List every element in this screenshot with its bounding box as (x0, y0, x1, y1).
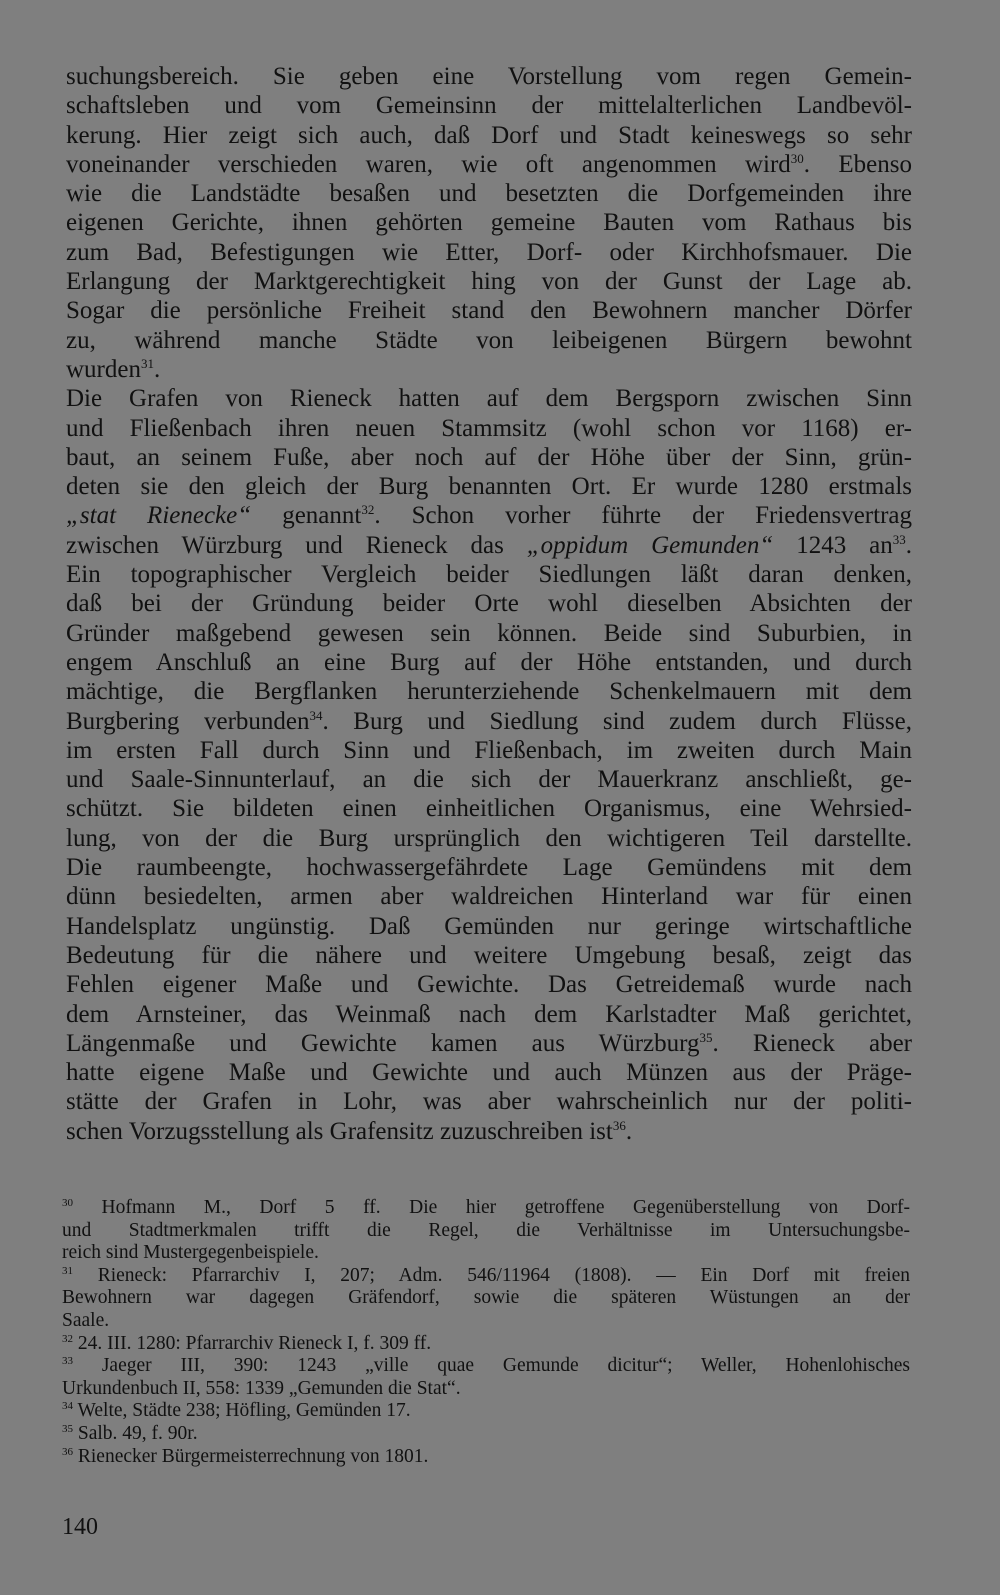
italic-text: „oppidum Gemunden“ (526, 531, 774, 559)
body-line (66, 707, 912, 736)
italic-text: „stat Rienecke“ (66, 502, 252, 530)
text-run: dünn besiedelten, armen aber waldreichen Hinterland war für einen (66, 883, 912, 911)
body-line (66, 648, 912, 677)
text-run: hatte eigene Maße und Gewichte und auch Münzen aus der Präge- (66, 1059, 912, 1087)
text-run: genannt (251, 502, 362, 530)
body-line (66, 296, 912, 325)
footnote-ref: 35 (62, 1422, 73, 1435)
text-run: wurden (66, 355, 141, 383)
text-run: Hofmann M., Dorf 5 ff. Die hier getroffene Gegenüberstellung von Dorf- (73, 1197, 910, 1218)
body-line (66, 238, 912, 267)
text-run: Fehlen eigener Maße und Gewichte. Das Getreidemaß wurde nach (66, 971, 912, 999)
footnote-line (62, 1197, 910, 1220)
footnote-ref: 34 (62, 1400, 73, 1413)
text-run: Burgbering verbunden (66, 707, 310, 735)
body-line (66, 941, 912, 970)
text-run: Urkundenbuch II, 558: 1339 „Gemunden die Stat“. (62, 1377, 461, 1399)
body-line (66, 970, 912, 999)
body-line (66, 121, 912, 150)
text-run: mächtige, die Bergflanken herunterziehende Schenkelmauern mit dem (66, 678, 912, 706)
text-run: Längenmaße und Gewichte kamen aus Würzburg (66, 1029, 700, 1057)
footnote-line (62, 1400, 910, 1423)
page-number: 140 (62, 1514, 98, 1540)
body-line (66, 912, 912, 941)
body-line (66, 1000, 912, 1029)
footnote-ref: 34 (309, 707, 323, 723)
text-run: Sogar die persönliche Freiheit stand den Bewohnern mancher Dörfer (66, 297, 912, 325)
body-line (66, 853, 912, 882)
text-run: Die raumbeengte, hochwassergefährdete Lage Gemündens mit dem (66, 854, 912, 882)
body-line (66, 531, 912, 560)
body-line (66, 882, 912, 911)
body-line (66, 355, 912, 384)
text-run: Gründer maßgebend gewesen sein können. Beide sind Suburbien, in (66, 619, 912, 647)
text-run: und Saale-Sinnunterlauf, an die sich der Mauerkranz anschließt, ge- (66, 766, 912, 794)
footnote-ref: 33 (62, 1355, 73, 1368)
text-run: Rieneck: Pfarrarchiv I, 207; Adm. 546/11964 (1808). — Ein Dorf mit freien (73, 1264, 910, 1286)
text-run: deten sie den gleich der Burg benannten Ort. Er wurde 1280 erstmals (66, 473, 912, 501)
text-run: . (625, 1117, 633, 1145)
text-run: kerung. Hier zeigt sich auch, daß Dorf und Stadt keineswegs so sehr (66, 121, 912, 149)
body-line (66, 326, 912, 355)
footnote-ref: 36 (612, 1117, 626, 1133)
body-line (66, 677, 912, 706)
footnote-line (62, 1423, 910, 1446)
footnote-ref: 31 (140, 355, 154, 371)
text-run: 1243 an (773, 531, 893, 559)
footnote-line (62, 1446, 910, 1469)
footnote-line (62, 1355, 910, 1378)
body-line (66, 765, 912, 794)
text-run: lung, von der die Burg ursprünglich den wichtigeren Teil darstellte. (66, 824, 912, 852)
text-run: und Stadtmerkmalen trifft die Regel, die Verhältnisse im Untersuchungsbe- (62, 1219, 910, 1241)
text-run: Jaeger III, 390: 1243 „ville quae Gemunde dicitur“; Weller, Hohenlohisches (73, 1355, 910, 1377)
text-run: zum Bad, Befestigungen wie Etter, Dorf- oder Kirchhofsmauer. Die (66, 238, 912, 266)
body-line (66, 1117, 912, 1146)
footnotes (62, 1197, 910, 1468)
text-run: Bedeutung für die nähere und weitere Umgebung besaß, zeigt das (66, 941, 912, 969)
text-run: stätte der Grafen in Lohr, was aber wahrscheinlich nur der politi- (66, 1088, 912, 1116)
text-run: . Ebenso (803, 150, 912, 178)
body-line (66, 824, 912, 853)
text-run: schaftsleben und vom Gemeinsinn der mittelalterlichen Landbevöl- (66, 92, 912, 120)
text-run: wie die Landstädte besaßen und besetzten die Dorfgemeinden ihre (66, 180, 912, 208)
body-line (66, 267, 912, 296)
footnote-ref: 31 (62, 1264, 73, 1277)
footnote-ref: 32 (62, 1332, 73, 1345)
text-run: Rienecker Bürgermeisterrechnung von 1801. (73, 1445, 429, 1467)
text-run: dem Arnsteiner, das Weinmaß nach dem Karlstadter Maß gerichtet, (66, 1000, 912, 1028)
text-run: . Rieneck aber (712, 1029, 912, 1057)
text-run: Erlangung der Marktgerechtigkeit hing von der Gunst der Lage ab. (66, 268, 912, 296)
text-run: zwischen Würzburg und Rieneck das (66, 531, 527, 559)
text-run: schen Vorzugsstellung als Grafensitz zuzuschreiben ist (66, 1117, 613, 1145)
body-line (66, 736, 912, 765)
text-run: daß bei der Gründung beider Orte wohl dieselben Absichten der (66, 590, 912, 618)
text-run: eigenen Gerichte, ihnen gehörten gemeine Bauten vom Rathaus bis (66, 209, 912, 237)
body-line (66, 501, 912, 530)
footnote-line (62, 1220, 910, 1243)
text-run: Die Grafen von Rieneck hatten auf dem Bergsporn zwischen Sinn (66, 385, 912, 413)
text-run: Saale. (62, 1309, 110, 1331)
text-run: voneinander verschieden waren, wie oft angenommen wird (66, 150, 791, 178)
body-line (66, 384, 912, 413)
body-line (66, 62, 912, 91)
text-run: und Fließenbach ihren neuen Stammsitz (wohl schon vor 1168) er- (66, 414, 912, 442)
body-line (66, 794, 912, 823)
text-run: Welte, Städte 238; Höfling, Gemünden 17. (73, 1400, 411, 1422)
text-run: reich sind Mustergegenbeispiele. (62, 1242, 319, 1264)
text-run: Bewohnern war dagegen Gräfendorf, sowie die späteren Wüstungen an der (62, 1287, 910, 1309)
text-run: Handelsplatz ungünstig. Daß Gemünden nur geringe wirtschaftliche (66, 912, 912, 940)
footnote-ref: 30 (62, 1197, 73, 1209)
footnote-line (62, 1333, 910, 1356)
footnote-ref: 36 (62, 1445, 73, 1458)
text-run: . (153, 355, 161, 383)
body-line (66, 150, 912, 179)
text-run: im ersten Fall durch Sinn und Fließenbach, im zweiten durch Main (66, 736, 912, 764)
footnote-ref: 33 (892, 531, 906, 547)
footnote-line (62, 1242, 910, 1265)
text-run: schützt. Sie bildeten einen einheitlichen Organismus, eine Wehrsied- (66, 795, 912, 823)
footnote-line (62, 1310, 910, 1333)
footnote-ref: 35 (699, 1029, 713, 1045)
body-line (66, 1087, 912, 1116)
body-line (66, 179, 912, 208)
footnote-ref: 32 (361, 502, 375, 518)
body-text (66, 62, 912, 1146)
text-run: . (905, 531, 912, 559)
footnote-line (62, 1378, 910, 1401)
text-run: engem Anschluß an eine Burg auf der Höhe entstanden, und durch (66, 648, 912, 676)
body-line (66, 560, 912, 589)
text-run: . Burg und Siedlung sind zudem durch Flüsse, (322, 707, 912, 735)
body-line (66, 91, 912, 120)
body-line (66, 208, 912, 237)
body-line (66, 619, 912, 648)
footnote-line (62, 1287, 910, 1310)
text-run: zu, während manche Städte von leibeigenen Bürgern bewohnt (66, 326, 912, 354)
text-run: 24. III. 1280: Pfarrarchiv Rieneck I, f. 309 ff. (73, 1332, 432, 1354)
body-line (66, 1029, 912, 1058)
footnote-line (62, 1265, 910, 1288)
body-line (66, 589, 912, 618)
text-run: . Schon vorher führte der Friedensvertrag (374, 502, 912, 530)
text-run: Ein topographischer Vergleich beider Siedlungen läßt daran denken, (66, 561, 912, 589)
text-run: Salb. 49, f. 90r. (73, 1422, 198, 1444)
body-line (66, 1058, 912, 1087)
body-line (66, 443, 912, 472)
body-line (66, 472, 912, 501)
text-run: baut, an seinem Fuße, aber noch auf der Höhe über der Sinn, grün- (66, 443, 912, 471)
text-run: suchungsbereich. Sie geben eine Vorstellung vom regen Gemein- (66, 63, 912, 90)
body-line (66, 414, 912, 443)
footnote-ref: 30 (790, 150, 804, 166)
